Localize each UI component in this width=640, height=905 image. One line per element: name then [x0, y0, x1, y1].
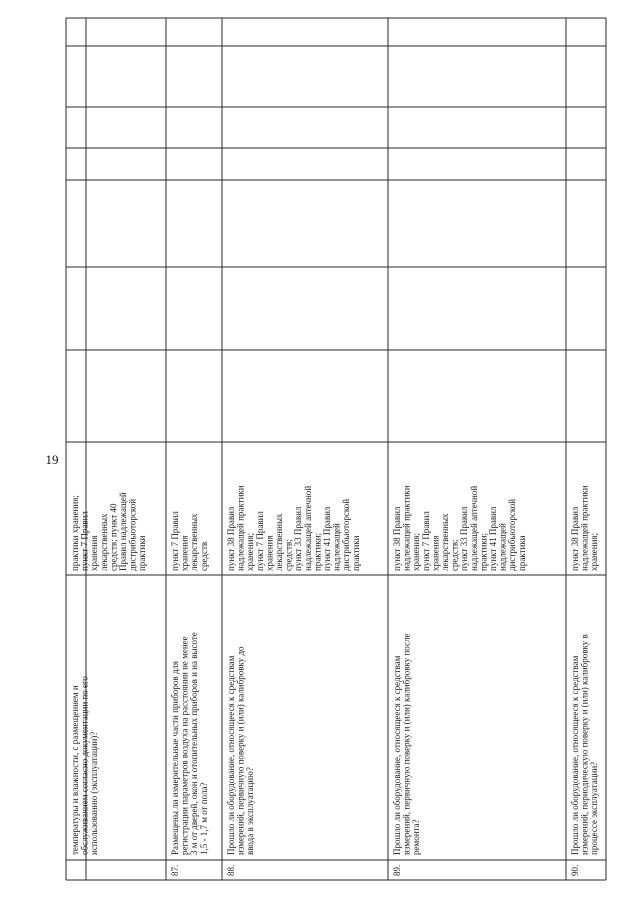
- regulation-reference: хранения;: [589, 532, 600, 571]
- question-text: Прошло ли оборудование, относящееся к средствам: [570, 655, 580, 855]
- regulation-reference: хранения: [430, 535, 441, 571]
- regulation-reference: средств: [198, 541, 209, 571]
- regulation-reference: практики: [350, 535, 361, 571]
- regulation-reference: практики хранения;: [70, 495, 80, 571]
- regulation-reference: надлежащей: [331, 523, 342, 571]
- question-text: температуры и влажности, с размещением и: [70, 685, 80, 855]
- regulation-reference: пункт 7 Правил: [254, 511, 265, 571]
- regulation-reference: практики;: [478, 532, 489, 571]
- regulation-reference: хранения: [264, 535, 275, 571]
- regulation-reference: пункт 7 Правил: [170, 511, 180, 571]
- page-number: 19: [45, 452, 59, 467]
- question-text: Размещены ли измерительные части приборов для: [170, 660, 180, 855]
- question-text: измерений, первичную поверку и (или) калибровку после: [401, 633, 412, 855]
- regulation-reference: хранения: [89, 535, 100, 571]
- table-grid: [66, 18, 606, 880]
- regulation-reference: практики: [516, 535, 527, 571]
- question-text: Прошло ли оборудование, относящееся к средствам: [226, 655, 236, 855]
- question-text: ввода в эксплуатацию?: [245, 767, 256, 855]
- question-text: измерений, первичную поверку и (или) калибровку до: [235, 646, 246, 855]
- row-number: 88.: [226, 864, 236, 876]
- regulation-reference: лекарственных: [440, 513, 450, 571]
- regulation-reference: хранения;: [411, 532, 422, 571]
- regulation-reference: средств;: [449, 539, 460, 571]
- regulation-reference: хранения: [179, 535, 190, 571]
- question-text: процессе эксплуатации?: [589, 761, 600, 855]
- question-text: использованию (эксплуатации)?: [89, 731, 100, 855]
- regulation-reference: хранения;: [245, 532, 256, 571]
- row-number: 89.: [392, 864, 402, 876]
- regulation-reference: надлежащей практики: [579, 485, 590, 571]
- question-text: Прошло ли оборудование, относящееся к средствам: [392, 655, 402, 855]
- regulation-reference: средств; пункт 40: [108, 503, 119, 571]
- regulation-reference: пункт 33 Правил: [293, 506, 304, 571]
- regulation-reference: надлежащей практики: [401, 485, 412, 571]
- regulation-reference: пункт 38 Правил: [570, 506, 580, 571]
- regulation-reference: надлежащей аптечной: [302, 485, 313, 571]
- regulation-reference: пункт 7 Правил: [79, 511, 90, 571]
- regulation-reference: практики;: [312, 532, 323, 571]
- regulation-reference: практики: [137, 535, 148, 571]
- table-content: [70, 485, 599, 876]
- row-number: 90.: [570, 864, 580, 876]
- regulation-reference: Правил надлежащей: [118, 492, 128, 571]
- question-text: измерений, периодическую поверку и (или) калибровку в: [579, 634, 590, 855]
- question-text: 1,5 - 1,7 м от пола?: [198, 782, 209, 855]
- regulation-reference: пункт 33 Правил: [459, 506, 470, 571]
- regulation-reference: лекарственных: [274, 513, 284, 571]
- regulation-reference: лекарственных: [189, 513, 200, 571]
- regulation-reference: пункт 41 Правил: [488, 506, 498, 571]
- row-number: 87.: [170, 864, 180, 876]
- question-text: обслуживанием согласно документации по его: [79, 676, 90, 855]
- question-text: регистрации параметров воздуха на расстоянии не менее: [179, 636, 190, 855]
- regulation-reference: пункт 38 Правил: [392, 506, 402, 571]
- regulation-reference: дистрибьюторской: [341, 498, 352, 571]
- regulation-reference: средств;: [283, 539, 294, 571]
- regulation-reference: надлежащей аптечной: [468, 485, 479, 571]
- regulation-reference: дистрибьюторской: [507, 498, 518, 571]
- regulation-reference: надлежащей практики: [235, 485, 246, 571]
- question-text: ремонта?: [411, 819, 422, 855]
- regulation-reference: дистрибьюторской: [127, 498, 138, 571]
- regulation-reference: надлежащей: [497, 523, 508, 571]
- regulation-reference: пункт 41 Правил: [322, 506, 332, 571]
- regulation-reference: лекарственных: [98, 513, 109, 571]
- regulation-reference: пункт 7 Правил: [420, 511, 431, 571]
- question-text: 3 м от дверей, окон и отопительных приборов и на высоте: [189, 632, 200, 855]
- regulation-reference: пункт 38 Правил: [226, 506, 236, 571]
